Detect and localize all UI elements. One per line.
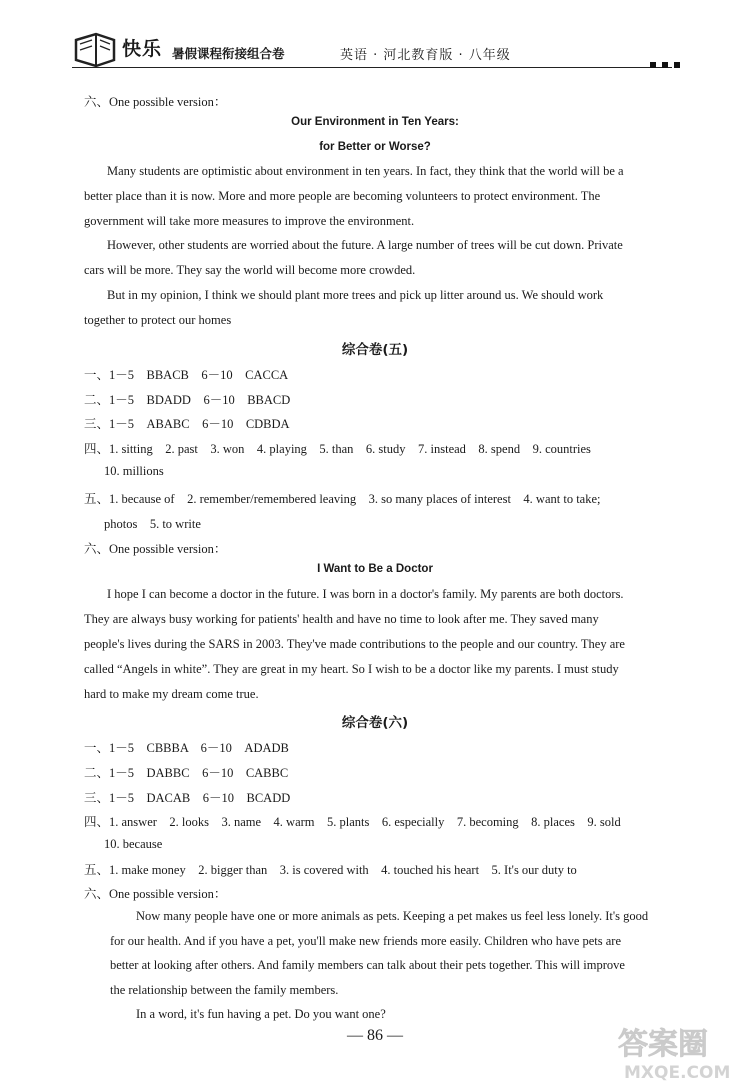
- svg-text:答案圈: 答案圈: [618, 1027, 708, 1062]
- answer-row: 二、1－5 DABBC 6－10 CABBC: [84, 766, 289, 780]
- essay-line: for our health. And if you have a pet, you'll make new friends more easily. Children who have pets are: [110, 934, 622, 948]
- essay-line: hard to make my dream come true.: [84, 687, 259, 701]
- watermark-logo: [612, 1020, 740, 1082]
- section-title-6: 综合卷(六): [341, 715, 409, 731]
- essay-line: called “Angels in white”. They are great in my heart. So I wish to be a doctor like my parents. I must study: [84, 662, 619, 676]
- header-rule: [72, 67, 672, 68]
- essay-line: together to protect our homes: [84, 313, 232, 327]
- answer-row: photos 5. to write: [104, 517, 201, 531]
- page-number: — 86 —: [347, 1027, 403, 1044]
- section-title-5: 综合卷(五): [341, 342, 409, 358]
- essay-line: the relationship between the family members.: [110, 983, 339, 997]
- svg-text:MXQE.COM: MXQE.COM: [624, 1063, 731, 1082]
- header-square-decoration: [674, 62, 680, 68]
- brand-title: 快乐: [122, 38, 163, 60]
- answer-row: 五、1. make money 2. bigger than 3. is covered with 4. touched his heart 5. It's our duty to: [84, 863, 577, 877]
- essay-subtitle: for Better or Worse?: [319, 141, 431, 153]
- answer-row: 10. millions: [104, 464, 164, 478]
- essay-title: Our Environment in Ten Years:: [291, 116, 459, 128]
- book-logo-icon: [70, 30, 120, 68]
- essay-title: I Want to Be a Doctor: [317, 563, 433, 575]
- essay-line: However, other students are worried about the future. A large number of trees will be cut down. Private: [107, 238, 623, 252]
- answer-row: 一、1－5 BBACB 6－10 CACCA: [84, 368, 289, 382]
- answer-row: 五、1. because of 2. remember/remembered leaving 3. so many places of interest 4. want to take;: [84, 492, 601, 506]
- version-label: 六、One possible version：: [84, 887, 227, 901]
- answer-row: 一、1－5 CBBBA 6－10 ADADB: [84, 741, 289, 755]
- version-label: 六、One possible version：: [84, 542, 227, 556]
- essay-line: better place than it is now. More and more people are becoming volunteers to protect environment. The: [84, 189, 601, 203]
- header-square-decoration: [650, 62, 656, 68]
- essay-line: But in my opinion, I think we should plant more trees and pick up litter around us. We should work: [107, 288, 604, 302]
- essay-line: Now many people have one or more animals as pets. Keeping a pet makes us feel less lonely. It's good: [136, 909, 649, 923]
- essay-line: people's lives during the SARS in 2003. They've made contributions to the people and our country. They are: [84, 637, 625, 651]
- essay-line: better at looking after others. And family members can talk about their pets together. This will improve: [110, 958, 625, 972]
- answer-row: 四、1. sitting 2. past 3. won 4. playing 5. than 6. study 7. instead 8. spend 9. countries: [84, 442, 591, 456]
- answer-row: 二、1－5 BDADD 6－10 BBACD: [84, 393, 291, 407]
- answer-row: 10. because: [104, 837, 163, 851]
- version-label: 六、One possible version：: [84, 95, 227, 109]
- essay-line: government will take more measures to improve the environment.: [84, 214, 415, 228]
- essay-line: I hope I can become a doctor in the future. I was born in a doctor's family. My parents are both doctors.: [107, 587, 624, 601]
- answer-row: 三、1－5 ABABC 6－10 CDBDA: [84, 417, 290, 431]
- book-subtitle: 暑假课程衔接组合卷: [172, 46, 285, 61]
- header-square-decoration: [662, 62, 668, 68]
- answer-row: 四、1. answer 2. looks 3. name 4. warm 5. plants 6. especially 7. becoming 8. places 9. sold: [84, 815, 621, 829]
- answer-row: 三、1－5 DACAB 6－10 BCADD: [84, 791, 291, 805]
- essay-line: They are always busy working for patients' health and have no time to look after me. They saved many: [84, 612, 599, 626]
- edition-label: 英语 · 河北教育版 · 八年级: [340, 48, 511, 63]
- essay-line: In a word, it's fun having a pet. Do you want one?: [136, 1007, 386, 1021]
- essay-line: cars will be more. They say the world will become more crowded.: [84, 263, 416, 277]
- essay-line: Many students are optimistic about environment in ten years. In fact, they think that the world will be a: [107, 164, 624, 178]
